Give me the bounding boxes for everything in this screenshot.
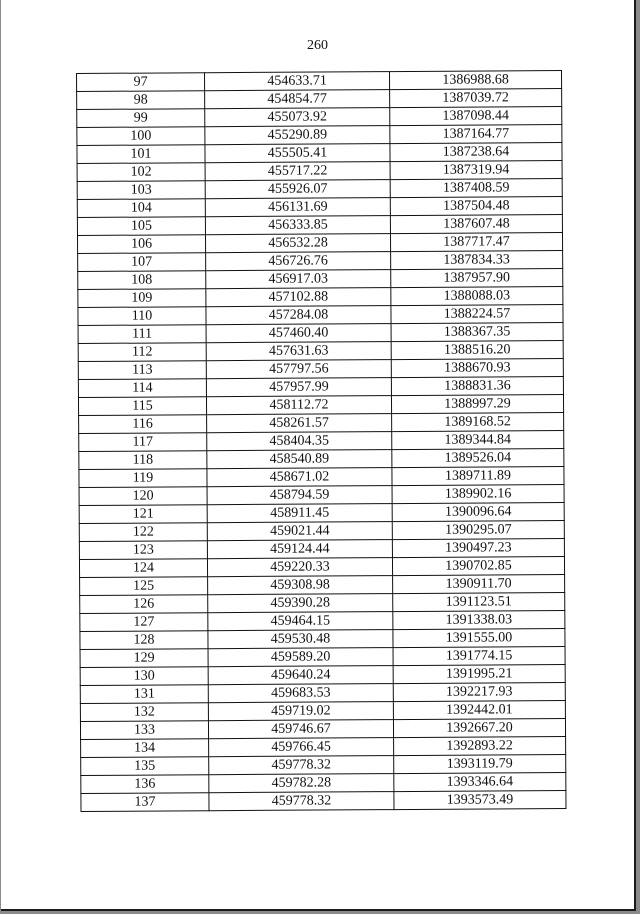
x-coordinate-cell: 456532.28 xyxy=(205,234,390,253)
table-row xyxy=(79,485,564,506)
y-coordinate-cell: 1390702.85 xyxy=(392,557,564,576)
x-coordinate-cell: 454854.77 xyxy=(205,90,390,109)
x-coordinate-cell: 456131.69 xyxy=(205,198,390,217)
table-row xyxy=(79,521,564,542)
y-coordinate-cell: 1387607.48 xyxy=(390,215,562,234)
x-coordinate-cell: 454633.71 xyxy=(205,72,390,91)
table-row xyxy=(78,305,563,326)
point-number-cell: 101 xyxy=(77,145,205,164)
point-number-cell: 120 xyxy=(79,487,207,506)
x-coordinate-cell: 455717.22 xyxy=(205,162,390,181)
y-coordinate-cell: 1393573.49 xyxy=(394,791,566,810)
table-row xyxy=(79,557,564,578)
table-row xyxy=(78,359,563,380)
x-coordinate-cell: 459021.44 xyxy=(207,522,392,541)
table-row xyxy=(80,611,565,632)
table-row xyxy=(77,197,562,218)
x-coordinate-cell: 457631.63 xyxy=(206,342,391,361)
x-coordinate-cell: 456726.76 xyxy=(206,252,391,271)
y-coordinate-cell: 1392217.93 xyxy=(393,683,565,702)
y-coordinate-cell: 1389168.52 xyxy=(392,413,564,432)
table-row xyxy=(80,593,565,614)
x-coordinate-cell: 456333.85 xyxy=(205,216,390,235)
x-coordinate-cell: 457957.99 xyxy=(206,378,391,397)
table-row xyxy=(79,467,564,488)
point-number-cell: 99 xyxy=(77,109,205,128)
y-coordinate-cell: 1387039.72 xyxy=(390,89,562,108)
point-number-cell: 117 xyxy=(79,433,207,452)
table-row xyxy=(78,323,563,344)
page-number: 260 xyxy=(307,38,328,53)
y-coordinate-cell: 1387834.33 xyxy=(391,251,563,270)
x-coordinate-cell: 458404.35 xyxy=(207,432,392,451)
point-number-cell: 134 xyxy=(81,739,209,758)
point-number-cell: 112 xyxy=(78,343,206,362)
point-number-cell: 122 xyxy=(79,523,207,542)
y-coordinate-cell: 1389902.16 xyxy=(392,485,564,504)
table-row xyxy=(78,341,563,362)
table-row xyxy=(77,179,562,200)
table-row xyxy=(81,755,566,776)
coordinates-table-body xyxy=(77,71,566,812)
y-coordinate-cell: 1388367.35 xyxy=(391,323,563,342)
y-coordinate-cell: 1393346.64 xyxy=(394,773,566,792)
y-coordinate-cell: 1387319.94 xyxy=(390,161,562,180)
y-coordinate-cell: 1393119.79 xyxy=(394,755,566,774)
point-number-cell: 103 xyxy=(77,181,205,200)
table-row xyxy=(78,287,563,308)
x-coordinate-cell: 459390.28 xyxy=(208,594,393,613)
table-row xyxy=(77,107,562,128)
point-number-cell: 114 xyxy=(78,379,206,398)
table-row xyxy=(80,683,565,704)
point-number-cell: 130 xyxy=(80,667,208,686)
y-coordinate-cell: 1388088.03 xyxy=(391,287,563,306)
point-number-cell: 102 xyxy=(77,163,205,182)
point-number-cell: 125 xyxy=(80,577,208,596)
table-row xyxy=(79,449,564,470)
x-coordinate-cell: 455290.89 xyxy=(205,126,390,145)
point-number-cell: 116 xyxy=(79,415,207,434)
point-number-cell: 126 xyxy=(80,595,208,614)
table-row xyxy=(78,269,563,290)
table-row xyxy=(80,575,565,596)
x-coordinate-cell: 459530.48 xyxy=(208,630,393,649)
y-coordinate-cell: 1390911.70 xyxy=(393,575,565,594)
y-coordinate-cell: 1389711.89 xyxy=(392,467,564,486)
y-coordinate-cell: 1388670.93 xyxy=(391,359,563,378)
point-number-cell: 135 xyxy=(81,757,209,776)
x-coordinate-cell: 458671.02 xyxy=(207,468,392,487)
x-coordinate-cell: 458540.89 xyxy=(207,450,392,469)
table-row xyxy=(78,395,563,416)
x-coordinate-cell: 455505.41 xyxy=(205,144,390,163)
x-coordinate-cell: 458261.57 xyxy=(207,414,392,433)
x-coordinate-cell: 459124.44 xyxy=(207,540,392,559)
table-row xyxy=(80,647,565,668)
y-coordinate-cell: 1390295.07 xyxy=(392,521,564,540)
point-number-cell: 128 xyxy=(80,631,208,650)
table-row xyxy=(80,665,565,686)
table-row xyxy=(77,161,562,182)
table-row xyxy=(77,89,562,110)
x-coordinate-cell: 457460.40 xyxy=(206,324,391,343)
table-row xyxy=(80,719,565,740)
point-number-cell: 107 xyxy=(78,253,206,272)
point-number-cell: 104 xyxy=(77,199,205,218)
point-number-cell: 100 xyxy=(77,127,205,146)
point-number-cell: 119 xyxy=(79,469,207,488)
y-coordinate-cell: 1391123.51 xyxy=(393,593,565,612)
x-coordinate-cell: 458112.72 xyxy=(206,396,391,415)
point-number-cell: 124 xyxy=(79,559,207,578)
point-number-cell: 132 xyxy=(80,703,208,722)
y-coordinate-cell: 1390096.64 xyxy=(392,503,564,522)
table-row xyxy=(80,629,565,650)
point-number-cell: 131 xyxy=(80,685,208,704)
x-coordinate-cell: 458911.45 xyxy=(207,504,392,523)
x-coordinate-cell: 458794.59 xyxy=(207,486,392,505)
y-coordinate-cell: 1387717.47 xyxy=(390,233,562,252)
table-row xyxy=(81,773,566,794)
point-number-cell: 118 xyxy=(79,451,207,470)
x-coordinate-cell: 459220.33 xyxy=(207,558,392,577)
y-coordinate-cell: 1387504.48 xyxy=(390,197,562,216)
table-row xyxy=(79,503,564,524)
x-coordinate-cell: 455073.92 xyxy=(205,108,390,127)
x-coordinate-cell: 459683.53 xyxy=(208,684,393,703)
y-coordinate-cell: 1392893.22 xyxy=(394,737,566,756)
table-row xyxy=(78,251,563,272)
y-coordinate-cell: 1390497.23 xyxy=(392,539,564,558)
point-number-cell: 113 xyxy=(78,361,206,380)
point-number-cell: 123 xyxy=(79,541,207,560)
y-coordinate-cell: 1388516.20 xyxy=(391,341,563,360)
table-row xyxy=(77,215,562,236)
x-coordinate-cell: 457284.08 xyxy=(206,306,391,325)
document-page xyxy=(1,0,636,911)
y-coordinate-cell: 1389526.04 xyxy=(392,449,564,468)
x-coordinate-cell: 459746.67 xyxy=(208,720,393,739)
table-row xyxy=(78,377,563,398)
point-number-cell: 109 xyxy=(78,289,206,308)
coordinates-table xyxy=(76,70,567,812)
y-coordinate-cell: 1392667.20 xyxy=(393,719,565,738)
point-number-cell: 129 xyxy=(80,649,208,668)
point-number-cell: 111 xyxy=(78,325,206,344)
table-row xyxy=(77,71,562,92)
point-number-cell: 98 xyxy=(77,91,205,110)
y-coordinate-cell: 1387164.77 xyxy=(390,125,562,144)
table-row xyxy=(79,539,564,560)
table-row xyxy=(77,125,562,146)
x-coordinate-cell: 459778.32 xyxy=(209,792,394,811)
table-row xyxy=(77,143,562,164)
x-coordinate-cell: 455926.07 xyxy=(205,180,390,199)
x-coordinate-cell: 459778.32 xyxy=(209,756,394,775)
x-coordinate-cell: 457797.56 xyxy=(206,360,391,379)
x-coordinate-cell: 457102.88 xyxy=(206,288,391,307)
y-coordinate-cell: 1391774.15 xyxy=(393,647,565,666)
point-number-cell: 108 xyxy=(78,271,206,290)
y-coordinate-cell: 1392442.01 xyxy=(393,701,565,720)
x-coordinate-cell: 459589.20 xyxy=(208,648,393,667)
x-coordinate-cell: 459766.45 xyxy=(209,738,394,757)
point-number-cell: 106 xyxy=(77,235,205,254)
y-coordinate-cell: 1391995.21 xyxy=(393,665,565,684)
y-coordinate-cell: 1387408.59 xyxy=(390,179,562,198)
y-coordinate-cell: 1387957.90 xyxy=(391,269,563,288)
point-number-cell: 115 xyxy=(78,397,206,416)
y-coordinate-cell: 1388997.29 xyxy=(391,395,563,414)
y-coordinate-cell: 1387098.44 xyxy=(390,107,562,126)
point-number-cell: 97 xyxy=(77,73,205,92)
table-row xyxy=(80,701,565,722)
table-row xyxy=(79,413,564,434)
y-coordinate-cell: 1388224.57 xyxy=(391,305,563,324)
x-coordinate-cell: 459308.98 xyxy=(208,576,393,595)
point-number-cell: 133 xyxy=(80,721,208,740)
y-coordinate-cell: 1391555.00 xyxy=(393,629,565,648)
point-number-cell: 137 xyxy=(81,793,209,812)
x-coordinate-cell: 456917.03 xyxy=(206,270,391,289)
y-coordinate-cell: 1391338.03 xyxy=(393,611,565,630)
point-number-cell: 121 xyxy=(79,505,207,524)
x-coordinate-cell: 459640.24 xyxy=(208,666,393,685)
point-number-cell: 105 xyxy=(77,217,205,236)
table-row xyxy=(81,791,566,812)
x-coordinate-cell: 459782.28 xyxy=(209,774,394,793)
y-coordinate-cell: 1389344.84 xyxy=(392,431,564,450)
table-row xyxy=(79,431,564,452)
point-number-cell: 110 xyxy=(78,307,206,326)
x-coordinate-cell: 459719.02 xyxy=(208,702,393,721)
y-coordinate-cell: 1388831.36 xyxy=(391,377,563,396)
y-coordinate-cell: 1386988.68 xyxy=(389,71,561,90)
y-coordinate-cell: 1387238.64 xyxy=(390,143,562,162)
point-number-cell: 127 xyxy=(80,613,208,632)
table-row xyxy=(77,233,562,254)
table-row xyxy=(81,737,566,758)
x-coordinate-cell: 459464.15 xyxy=(208,612,393,631)
point-number-cell: 136 xyxy=(81,775,209,794)
